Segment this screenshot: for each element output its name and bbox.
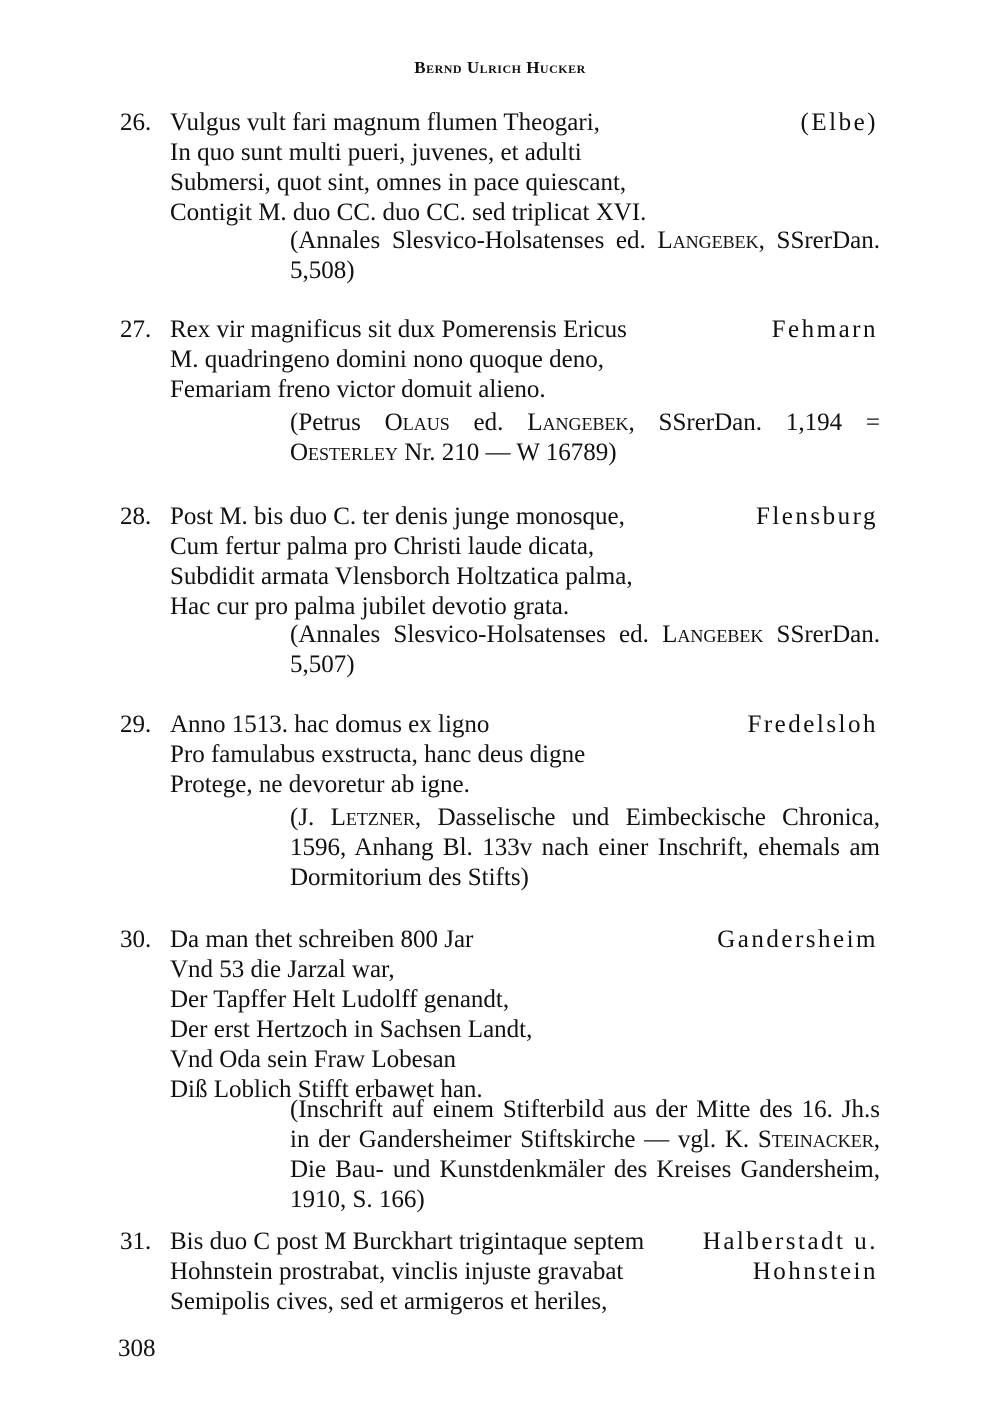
verse-line: M. quadringeno domini nono quoque deno, — [170, 346, 604, 373]
place-name — [717, 925, 878, 955]
entry-number: 27. — [120, 316, 152, 343]
source-citation — [290, 226, 880, 286]
source-text: (Annales Slesvico-Holsatenses ed. — [290, 621, 663, 648]
source-text: (Inschrift auf einem Stifterbild aus der Mitte des 16. Jh.s in der Gandersheimer Stiftskirche — vgl. K. — [290, 1096, 880, 1153]
verse-line: Rex vir magnificus sit dux Pomerensis Ericus — [170, 316, 627, 343]
verse-line: Semipolis cives, sed et armigeros et heriles, — [170, 1288, 608, 1315]
verse-line: Hac cur pro palma jubilet devotio grata. — [170, 593, 570, 620]
place-line: Flensburg — [755, 503, 878, 530]
source-text: (J. — [290, 804, 331, 831]
source-text: ed. — [449, 409, 528, 436]
verse-line: Bis duo C post M Burckhart trigintaque septem — [170, 1228, 645, 1255]
place-line: Fredelsloh — [747, 711, 878, 738]
entry-number: 29. — [120, 711, 152, 738]
verse-line: Vnd 53 die Jarzal war, — [170, 956, 395, 983]
source-editor: Langebek — [527, 409, 629, 436]
source-author: Steinacker — [757, 1126, 874, 1153]
page-number: 308 — [118, 1335, 156, 1362]
verse-lines — [170, 315, 627, 405]
verse-lines — [170, 925, 532, 1105]
source-citation — [290, 1095, 880, 1215]
entry-number: 31. — [120, 1228, 152, 1255]
verse-line: Vnd Oda sein Fraw Lobesan — [170, 1046, 457, 1073]
source-text: (Annales Slesvico-Holsatenses ed. — [290, 227, 658, 254]
verse-line: Der Tapffer Helt Ludolff genandt, — [170, 986, 510, 1013]
verse-line: Hohnstein prostrabat, vinclis injuste gravabat — [170, 1258, 624, 1285]
verse-line: Femariam freno victor domuit alieno. — [170, 376, 546, 403]
verse-line: Protege, ne devoretur ab igne. — [170, 771, 470, 798]
source-text: , SSrerDan. 1,194 = — [628, 409, 880, 436]
source-text: Nr. 210 — W 16789) — [398, 439, 617, 466]
verse-line: Submersi, quot sint, omnes in pace quiescant, — [170, 169, 627, 196]
place-name — [703, 1227, 878, 1287]
entry-number: 30. — [120, 926, 152, 953]
verse-line: Anno 1513. hac domus ex ligno — [170, 711, 490, 738]
place-name — [772, 315, 878, 345]
verse-line: Vulgus vult fari magnum flumen Theogari, — [170, 109, 600, 136]
source-citation — [290, 620, 880, 680]
source-text: (Petrus — [290, 409, 385, 436]
running-head: Bernd Ulrich Hucker — [414, 58, 586, 77]
place-line: Halberstadt u. — [702, 1228, 878, 1255]
verse-line: Post M. bis duo C. ter denis junge monosque, — [170, 503, 625, 530]
verse-line: Da man thet schreiben 800 Jar — [170, 926, 474, 953]
verse-line: Contigit M. duo CC. duo CC. sed triplicat XVI. — [170, 199, 647, 226]
source-text: , Die Bau- und Kunstdenkmäler des Kreises Gandersheim, 1910, S. 166) — [290, 1126, 880, 1213]
place-line: Fehmarn — [771, 316, 878, 343]
entry-number: 26. — [120, 109, 152, 136]
verse-line: Pro famulabus exstructa, hanc deus digne — [170, 741, 586, 768]
source-author: Letzner — [330, 804, 415, 831]
verse-line: In quo sunt multi pueri, juvenes, et adulti — [170, 139, 582, 166]
source-text: , SSrerDan. 5,508) — [290, 227, 880, 284]
entry-number: 28. — [120, 503, 152, 530]
place-name — [747, 710, 878, 740]
source-citation — [290, 408, 880, 468]
source-text: SSrerDan. 5,507) — [290, 621, 880, 678]
source-author: Olaus — [384, 409, 450, 436]
verse-line: Cum fertur palma pro Christi laude dicata, — [170, 533, 595, 560]
place-name — [801, 108, 878, 138]
verse-line: Der erst Hertzoch in Sachsen Landt, — [170, 1016, 533, 1043]
source-text: , Dasselische und Eimbeckische Chronica, 1596, Anhang Bl. 133v nach einer Inschrift, ehemals am Dormitorium des Stifts) — [290, 804, 880, 891]
verse-line: Subdidit armata Vlensborch Holtzatica palma, — [170, 563, 633, 590]
verse-lines — [170, 502, 633, 622]
source-citation — [290, 803, 880, 893]
place-name — [756, 502, 878, 532]
verse-lines — [170, 108, 646, 228]
verse-lines — [170, 1227, 644, 1317]
place-line: (Elbe) — [800, 109, 878, 136]
source-author: Langebek — [657, 227, 759, 254]
place-line: Hohnstein — [752, 1258, 878, 1285]
place-line: Gandersheim — [717, 926, 878, 953]
verse-line: Diß Loblich Stifft erbawet han. — [170, 1076, 483, 1103]
verse-lines — [170, 710, 585, 800]
source-editor: Oesterley — [290, 439, 399, 466]
source-editor: Langebek — [662, 621, 764, 648]
